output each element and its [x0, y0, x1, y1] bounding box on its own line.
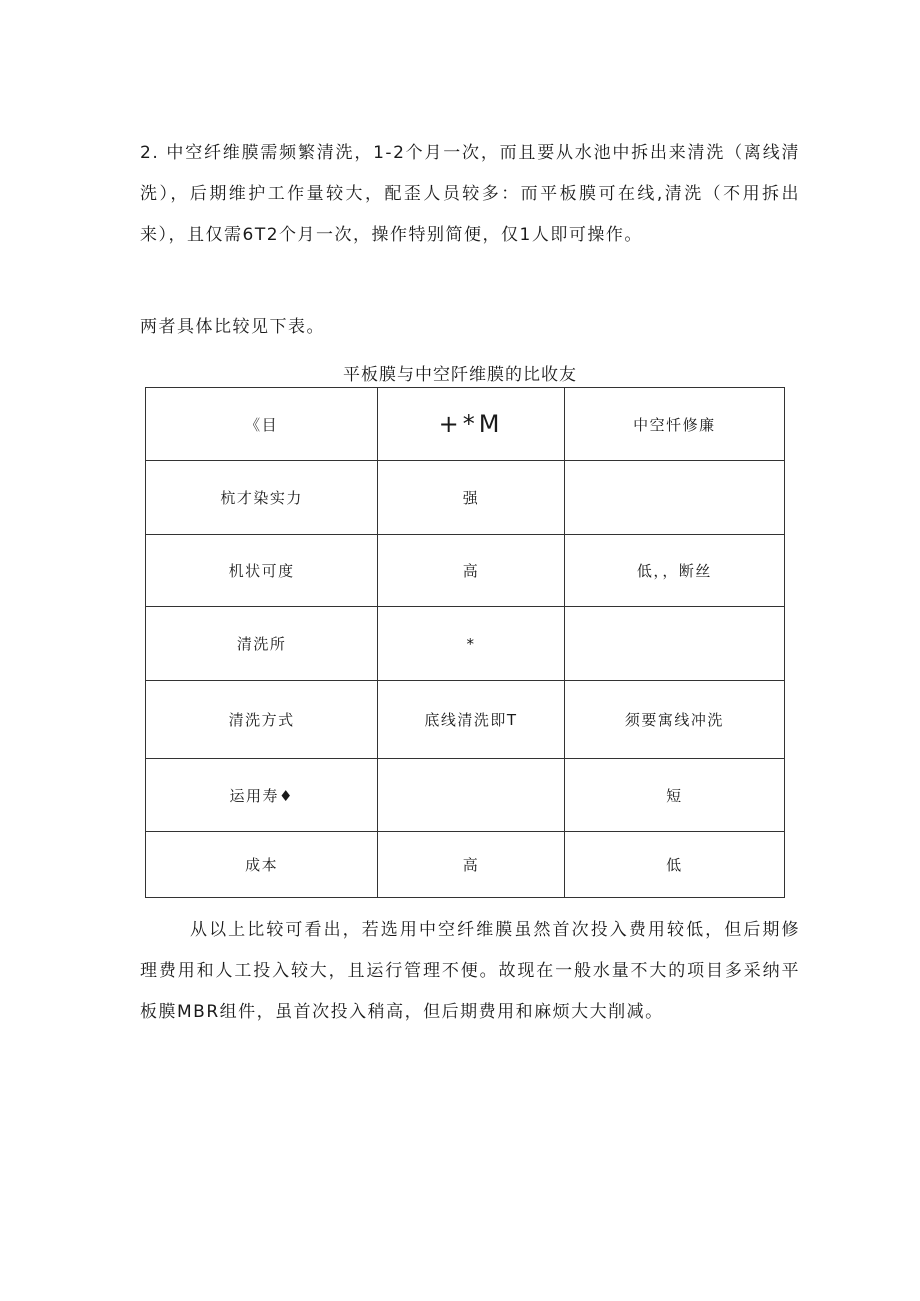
table-caption: 平板膜与中空阡维膜的比收友 — [343, 365, 577, 385]
header-cell-flat-membrane: +*M — [378, 388, 564, 461]
table-row — [146, 759, 785, 832]
table-cell: * — [378, 607, 564, 681]
table-cell: 清洗方式 — [146, 681, 378, 759]
table-cell: 须要寓线冲洗 — [564, 681, 784, 759]
table-cell: 短 — [564, 759, 784, 832]
table-cell: 高 — [378, 832, 564, 898]
table-header-row — [146, 388, 785, 461]
table-cell: 低 — [564, 832, 784, 898]
paragraph-maintenance: 2. 中空纤维膜需频繁清洗，1-2个月一次，而且要从水池中拆出来清洗（离线清洗），后期维护工作量较大，配歪人员较多：而平板膜可在线,清洗（不用拆出来），且仅需6T2个月一次，操作特别简便，仅1人即可操作。 — [140, 143, 800, 245]
table-cell: 杭才染实力 — [146, 461, 378, 535]
comparison-table — [145, 387, 785, 898]
table-cell — [378, 759, 564, 832]
table-cell: 高 — [378, 535, 564, 607]
table-row — [146, 832, 785, 898]
table-cell — [564, 607, 784, 681]
table-cell: 低，，断丝 — [564, 535, 784, 607]
table-cell: 清洗所 — [146, 607, 378, 681]
table-cell: 运用寿♦ — [146, 759, 378, 832]
table-cell: 成本 — [146, 832, 378, 898]
paragraph-table-intro: 两者具体比较见下表。 — [140, 317, 325, 337]
table-row — [146, 461, 785, 535]
table-cell: 强 — [378, 461, 564, 535]
table-cell: 底线清洗即T — [378, 681, 564, 759]
table-row — [146, 681, 785, 759]
table-cell: 机状可度 — [146, 535, 378, 607]
table-cell — [564, 461, 784, 535]
table-row — [146, 607, 785, 681]
paragraph-conclusion: 从以上比较可看出，若选用中空纤维膜虽然首次投入费用较低，但后期修理费用和人工投入较大，且运行管理不便。故现在一般水量不大的项目多采纳平板膜MBR组件，虽首次投入稍高，但后期费用和麻烦大大削减。 — [140, 920, 800, 1022]
header-cell-hollow-fiber: 中空忏修廉 — [564, 388, 784, 461]
table-row — [146, 535, 785, 607]
header-cell-item: 《目 — [146, 388, 378, 461]
